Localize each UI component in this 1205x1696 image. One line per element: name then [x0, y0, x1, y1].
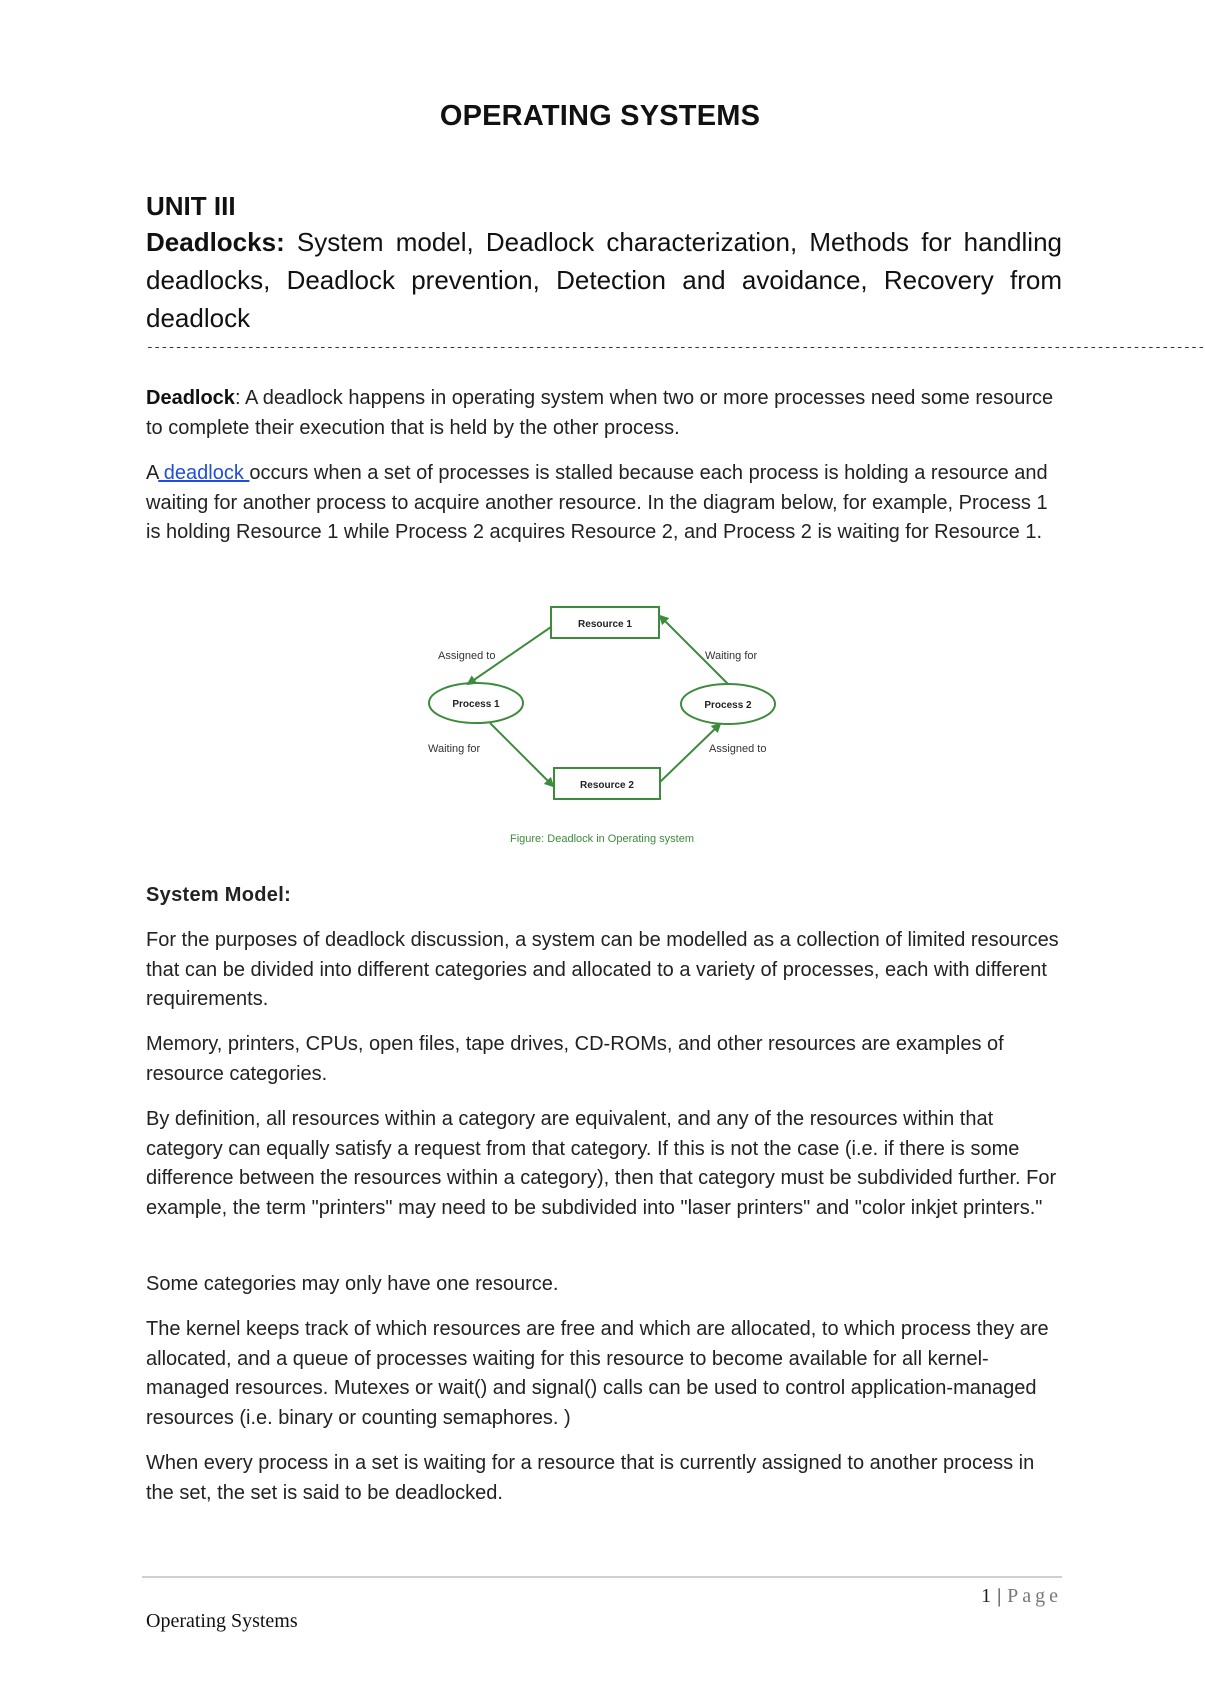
resource2-label: Resource 2: [580, 780, 634, 791]
system-model-paragraph: When every process in a set is waiting for a resource that is currently assigned to another process in the set, the set is said to be deadlocked.: [146, 1452, 1035, 1504]
resource1-label: Resource 1: [578, 619, 632, 630]
arrow-process1-to-resource2: [490, 723, 553, 786]
page-number-separator: |: [997, 1585, 1002, 1607]
definition-text: : A deadlock happens in operating system when two or more processes need some resource to complete their execution that is held by the other process.: [146, 387, 1054, 439]
section-heading-system-model: System Model:: [146, 884, 292, 906]
unit-heading: UNIT III: [146, 191, 236, 221]
process2-label: Process 2: [704, 700, 752, 711]
figure-caption: Figure: Deadlock in Operating system: [509, 833, 695, 845]
system-model-paragraph: Memory, printers, CPUs, open files, tape drives, CD-ROMs, and other resources are examples of resource categories.: [146, 1033, 1004, 1085]
explanation-text: occurs when a set of processes is stalled because each process is holding a resource and waiting for another process to acquire another resource. In the diagram below, for example, Process 1 is holding Resource 1 while Process 2 acquires Resource 2, and Process 2 is waiting for Resource 1.: [146, 462, 1048, 543]
system-model-paragraph: The kernel keeps track of which resources are free and which are allocated, to which process they are allocated, and a queue of processes waiting for this resource to become available for all kernel-managed resources. Mutexes or wait() and signal() calls can be used to control application-managed resources (i.e. binary or counting semaphores. ): [146, 1318, 1049, 1429]
deadlock-diagram: [420, 596, 800, 856]
page-number-value: 1: [981, 1585, 992, 1607]
system-model-paragraph: Some categories may only have one resource.: [146, 1273, 559, 1295]
document-title: OPERATING SYSTEMS: [439, 100, 761, 132]
edge-label-waiting-left: Waiting for: [428, 743, 481, 755]
page-number: [981, 1585, 1062, 1608]
syllabus-topics: System model, Deadlock characterization, Methods for handling deadlocks, Deadlock prevention, Detection and avoidance, Recovery from deadlock: [146, 227, 1062, 333]
deadlock-explanation: [146, 459, 1066, 548]
page-label: Page: [1007, 1585, 1062, 1607]
footer-divider: [142, 1576, 1062, 1578]
edge-label-assigned-right: Assigned to: [709, 743, 767, 755]
deadlock-link[interactable]: deadlock: [158, 462, 250, 484]
syllabus-label: Deadlocks:: [146, 227, 285, 257]
system-model-paragraph: For the purposes of deadlock discussion, a system can be modelled as a collection of limited resources that can be divided into different categories and allocated to a variety of processes, each with different requirements.: [146, 929, 1059, 1010]
process1-label: Process 1: [452, 699, 500, 710]
edge-label-waiting-right: Waiting for: [705, 650, 758, 662]
deadlock-definition: [146, 384, 1066, 443]
footer-title: Operating Systems: [146, 1610, 298, 1632]
edge-label-assigned-left: Assigned to: [438, 650, 496, 662]
system-model-paragraph: By definition, all resources within a category are equivalent, and any of the resources within that category can equally satisfy a request from that category. If this is not the case (i.e. if there is some difference between the resources within a category), then that category must be subdivided further. For example, the term "printers" may need to be subdivided into "laser printers" and "color inkjet printers.": [146, 1108, 1057, 1219]
deadlock-term: Deadlock: [146, 387, 235, 409]
explanation-prefix: A: [146, 462, 159, 484]
separator-line: ---------------------------------------------------------------------------------------------------------------------------------------------------: [146, 340, 1205, 355]
unit-syllabus: [146, 223, 1062, 337]
